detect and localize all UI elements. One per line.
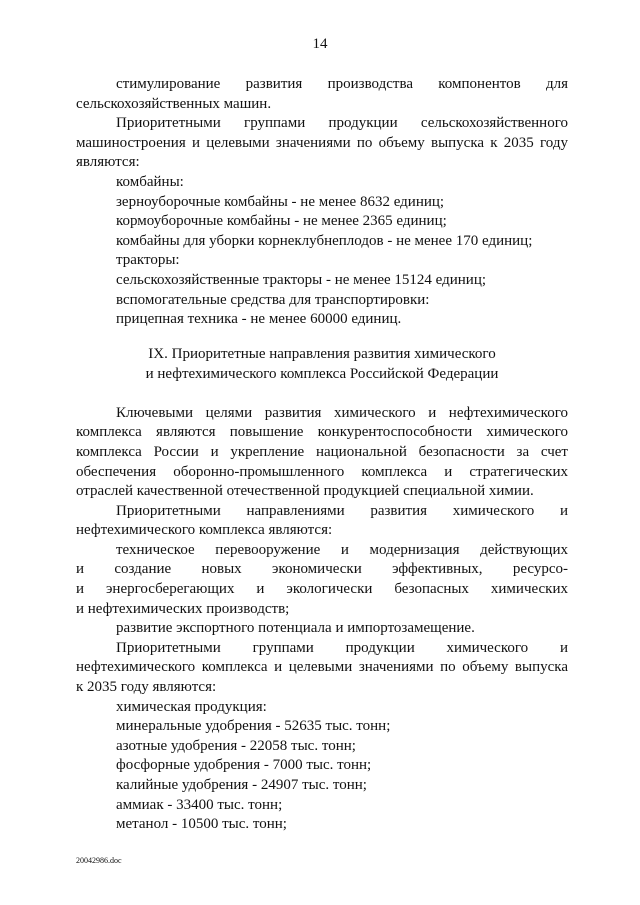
list-item: комбайны:	[116, 173, 184, 190]
chemical-list	[76, 698, 568, 835]
list-item: химическая продукция:	[116, 698, 267, 715]
paragraph-line: техническое перевооружение и модернизация действующих	[116, 541, 568, 558]
list-item: метанол - 10500 тыс. тонн;	[116, 816, 287, 833]
section-chemical	[76, 404, 568, 835]
list-item: азотные удобрения - 22058 тыс. тонн;	[116, 737, 356, 754]
list-item: минеральные удобрения - 52635 тыс. тонн;	[116, 718, 391, 735]
section-heading	[76, 344, 568, 384]
list-item: прицепная техника - не менее 60000 единиц.	[116, 311, 402, 328]
paragraph-line: нефтехимического комплекса и целевыми значениями по объему выпуска	[76, 659, 568, 676]
paragraph-line: обеспечения оборонно-промышленного комплекса и стратегических	[76, 463, 568, 480]
paragraph-line: Ключевыми целями развития химического и нефтехимического	[116, 404, 568, 421]
paragraph-line: и создание новых экономически эффективных, ресурсо-	[76, 561, 568, 578]
paragraph-line: Приоритетными направлениями развития химического и	[116, 502, 568, 519]
list-item: аммиак - 33400 тыс. тонн;	[116, 796, 283, 813]
list-item: зерноуборочные комбайны - не менее 8632 единиц;	[116, 193, 445, 210]
paragraph-line: и энергосберегающих и экологически безопасных химических	[76, 581, 568, 598]
list-item: сельскохозяйственные тракторы - не менее 15124 единиц;	[116, 271, 487, 288]
paragraph-line: являются:	[76, 154, 140, 171]
section-machinery	[76, 75, 568, 330]
paragraph-line: комплекса являются повышение конкурентоспособности химического	[76, 424, 568, 441]
list-item: вспомогательные средства для транспортировки:	[116, 291, 430, 308]
list-item: кормоуборочные комбайны - не менее 2365 единиц;	[116, 213, 447, 230]
paragraph-line: нефтехимического комплекса являются:	[76, 522, 333, 539]
paragraph-line: сельскохозяйственных машин.	[76, 95, 272, 112]
paragraph-line: Приоритетными группами продукции химического и	[116, 639, 568, 656]
heading-line: IX. Приоритетные направления развития химического	[148, 345, 496, 362]
paragraph-line: стимулирование развития производства компонентов для	[116, 76, 568, 92]
paragraph-line: Приоритетными группами продукции сельскохозяйственного	[116, 115, 568, 132]
list-item: комбайны для уборки корнеклубнеплодов - не менее 170 единиц;	[116, 232, 533, 249]
paragraph-line: комплекса России и укрепление национальной безопасности за счет	[76, 443, 568, 460]
paragraph-line: отраслей качественной отечественной продукцией специальной химии.	[76, 483, 534, 500]
paragraph-line: развитие экспортного потенциала и импортозамещение.	[116, 620, 475, 637]
paragraph-line: и нефтехимических производств;	[76, 600, 290, 617]
list-item: тракторы:	[116, 252, 180, 269]
list-item: калийные удобрения - 24907 тыс. тонн;	[116, 777, 367, 793]
paragraph-line: к 2035 году являются:	[76, 679, 217, 696]
paragraph-line: машиностроения и целевыми значениями по объему выпуска к 2035 году	[76, 134, 568, 151]
page-number: 14	[312, 36, 328, 52]
heading-line: и нефтехимического комплекса Российской Федерации	[145, 365, 499, 382]
document-filename: 20042986.doc	[76, 856, 122, 865]
machinery-list	[76, 173, 568, 330]
document-body	[76, 75, 568, 835]
list-item: фосфорные удобрения - 7000 тыс. тонн;	[116, 757, 372, 774]
